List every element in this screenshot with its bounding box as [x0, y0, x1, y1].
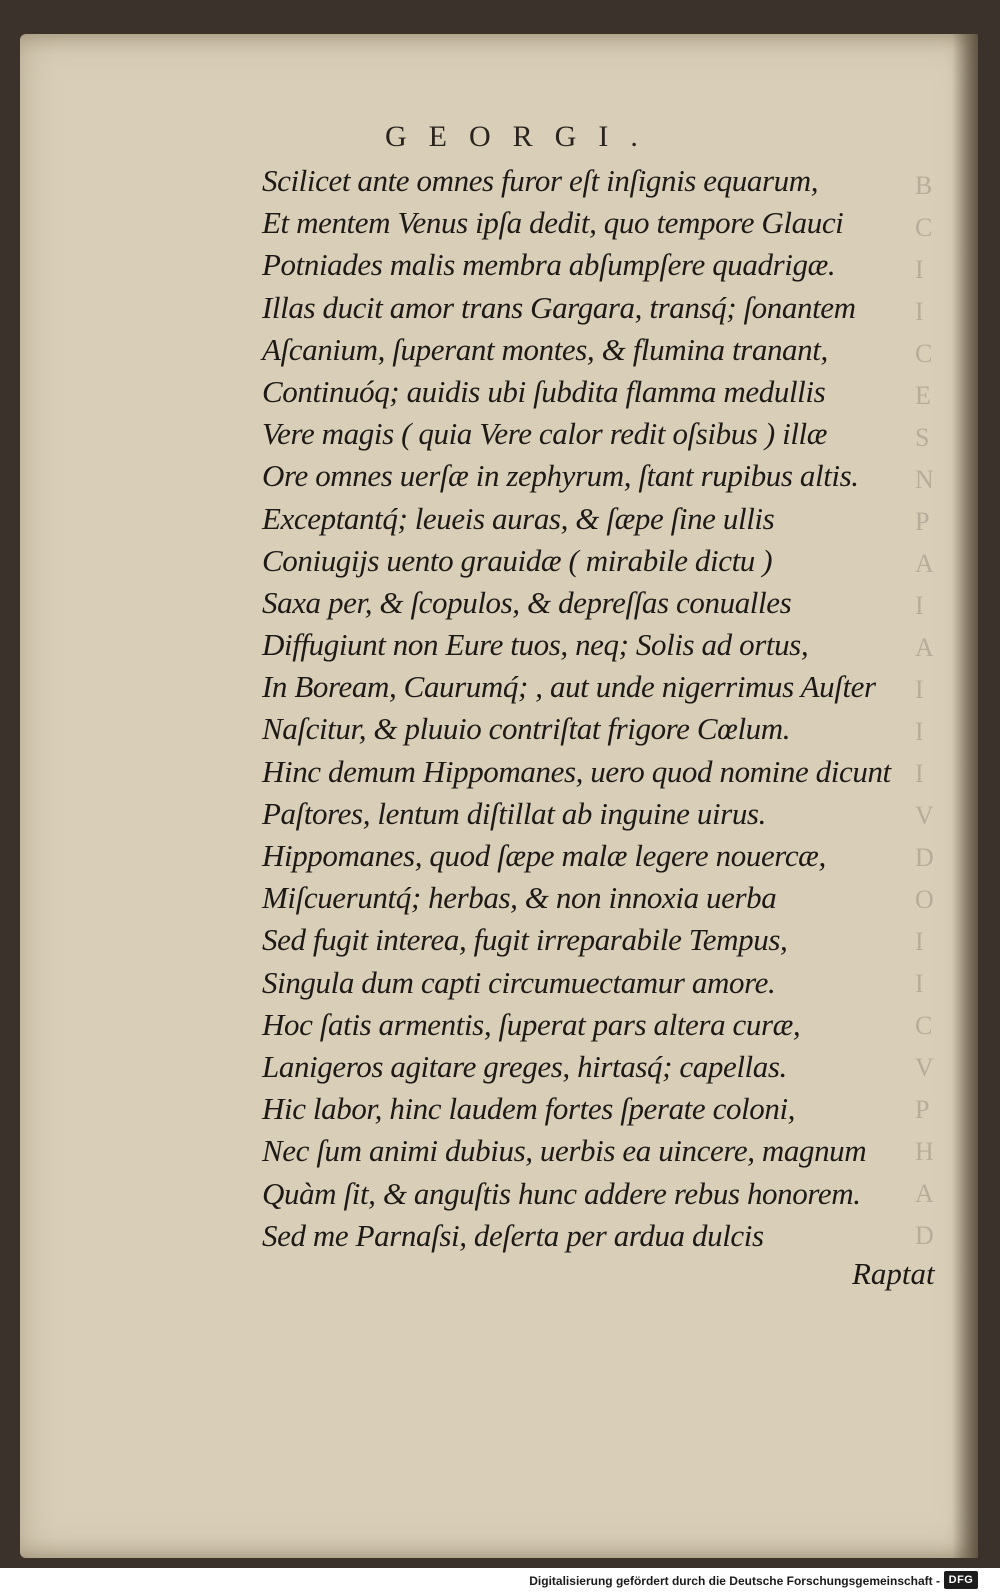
verse-line: Paſtores, lentum diſtillat ab inguine uirus. [262, 795, 766, 831]
verse-line: Vere magis ( quia Vere calor redit oſsibus ) illæ [262, 416, 828, 452]
verse-line: Et mentem Venus ipſa dedit, quo tempore Glauci [262, 205, 844, 241]
verse-line: Ore omnes uerſæ in zephyrum, ſtant rupibus altis. [262, 458, 859, 494]
verse-line: Potniades malis membra abſumpſere quadrigæ. [262, 247, 836, 283]
verse-line: Illas ducit amor trans Gargara, transq́; ſonantem [262, 289, 856, 325]
verse-line: Quàm ſit, & anguſtis hunc addere rebus honorem. [262, 1175, 861, 1211]
verse-line: Nec ſum animi dubius, uerbis ea uincere, magnum [262, 1133, 867, 1169]
verse-line: Singula dum capti circumuectamur amore. [262, 964, 776, 1000]
verse-line: Aſcanium, ſuperant montes, & flumina tranant, [262, 331, 828, 367]
verse-line: Coniugijs uento grauidæ ( mirabile dictu ) [262, 542, 773, 578]
verse-line: Hippomanes, quod ſæpe malæ legere nouercæ, [262, 838, 826, 873]
verse-line: Miſcueruntq́; herbas, & non innoxia uerba [262, 880, 777, 916]
verse-line: In Boream, Caurumq́; , aut unde nigerrimus Auſter [262, 669, 876, 705]
verse-line: Naſcitur, & pluuio contriſtat frigore Cœlum. [262, 711, 791, 747]
verse-line: Hoc ſatis armentis, ſuperat pars altera curæ, [262, 1006, 801, 1042]
verse-line: Hic labor, hinc laudem fortes ſperate coloni, [262, 1091, 796, 1127]
funding-credit: Digitalisierung gefördert durch die Deutsche Forschungsgemeinschaft - [529, 1574, 940, 1588]
bleed-through-text: B C I I C E S N P A I A I I I V D O I I C V P H A D [915, 171, 934, 1250]
verse-line: Scilicet ante omnes furor eſt inſignis equarum, [262, 163, 819, 198]
running-head: GEORGI. [385, 120, 660, 153]
verse-line: Diffugiunt non Eure tuos, neq; Solis ad ortus, [262, 627, 809, 663]
verse-line: Sed fugit interea, fugit irreparabile Tempus, [262, 922, 788, 958]
verse-line: Sed me Parnaſsi, deſerta per ardua dulcis [262, 1217, 764, 1253]
verse-line: Continuóq; auidis ubi ſubdita flamma medullis [262, 373, 826, 409]
catchword: Raptat [852, 1256, 935, 1291]
verse-line: Hinc demum Hippomanes, uero quod nomine dicunt [262, 753, 891, 789]
verse-line: Lanigeros agitare greges, hirtasq́; capellas. [262, 1048, 787, 1084]
verse-line: Saxa per, & ſcopulos, & depreſſas conualles [262, 584, 792, 620]
verse-block [262, 160, 942, 1257]
verse-line: Exceptantq́; leueis auras, & ſæpe ſine ullis [262, 500, 775, 536]
dfg-logo: DFG [944, 1571, 978, 1589]
